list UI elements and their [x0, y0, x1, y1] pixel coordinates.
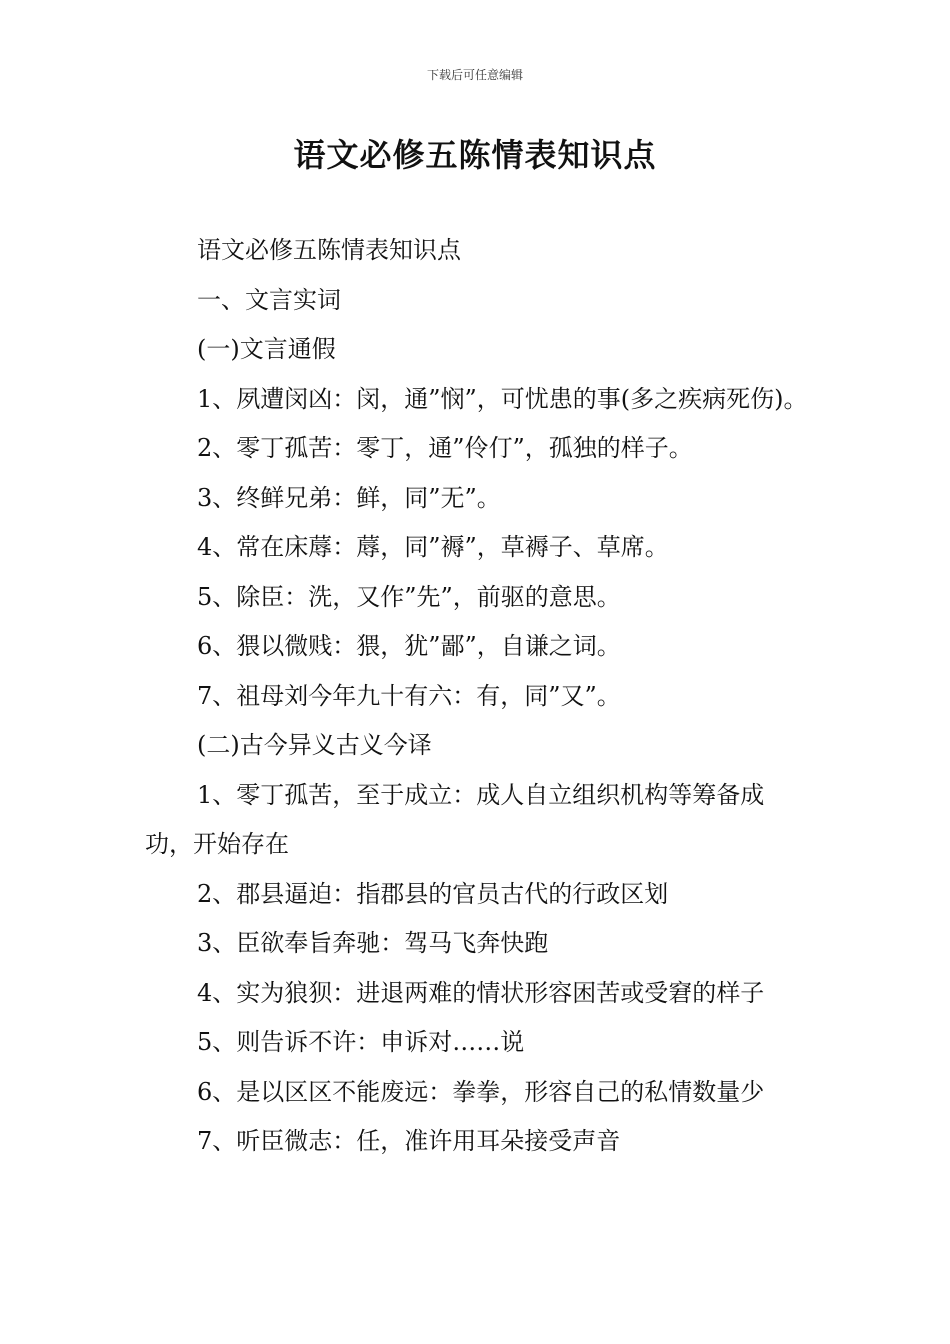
list-item: 1、夙遭闵凶：闵，通”悯”，可忧患的事(多之疾病死伤)。: [197, 384, 808, 413]
document-title: 语文必修五陈情表知识点: [293, 136, 657, 174]
list-item: 2、郡县逼迫：指郡县的官员古代的行政区划: [197, 879, 669, 908]
list-item: 5、则告诉不许：申诉对……说: [197, 1028, 525, 1056]
list-item: 3、终鲜兄弟：鲜，同”无”。: [197, 483, 501, 512]
list-item: 7、祖母刘今年九十有六：有，同”又”。: [197, 681, 621, 710]
paragraph-subtitle: 语文必修五陈情表知识点: [197, 236, 461, 264]
document-body: [145, 226, 810, 1167]
list-item: 1、零丁孤苦，至于成立：成人自立组织机构等筹备成功，开始存在: [145, 780, 765, 858]
header-note: 下载后可任意编辑: [426, 68, 523, 82]
list-item: 4、实为狼狈：进退两难的情状形容困苦或受窘的样子: [197, 978, 765, 1007]
list-item: 2、零丁孤苦：零丁，通”伶仃”，孤独的样子。: [197, 434, 693, 462]
list-item: 4、常在床蓐：蓐，同”褥”，草褥子、草席。: [197, 533, 669, 561]
list-item: 6、是以区区不能废远：拳拳，形容自己的私情数量少: [197, 1077, 765, 1106]
list-item: 3、臣欲奉旨奔驰：驾马飞奔快跑: [197, 929, 549, 957]
section-heading-classical-words: 一、文言实词: [197, 285, 341, 314]
list-item: 5、除臣：洗，又作”先”，前驱的意思。: [197, 582, 621, 611]
list-item: 7、听臣微志：任，准许用耳朵接受声音: [197, 1127, 621, 1155]
subsection-heading-interchangeable-chars: (一)文言通假: [197, 335, 336, 363]
subsection-heading-ancient-modern-meanings: (二)古今异义古义今译: [197, 731, 432, 759]
list-item: 6、猥以微贱：猥，犹”鄙”，自谦之词。: [197, 632, 621, 660]
